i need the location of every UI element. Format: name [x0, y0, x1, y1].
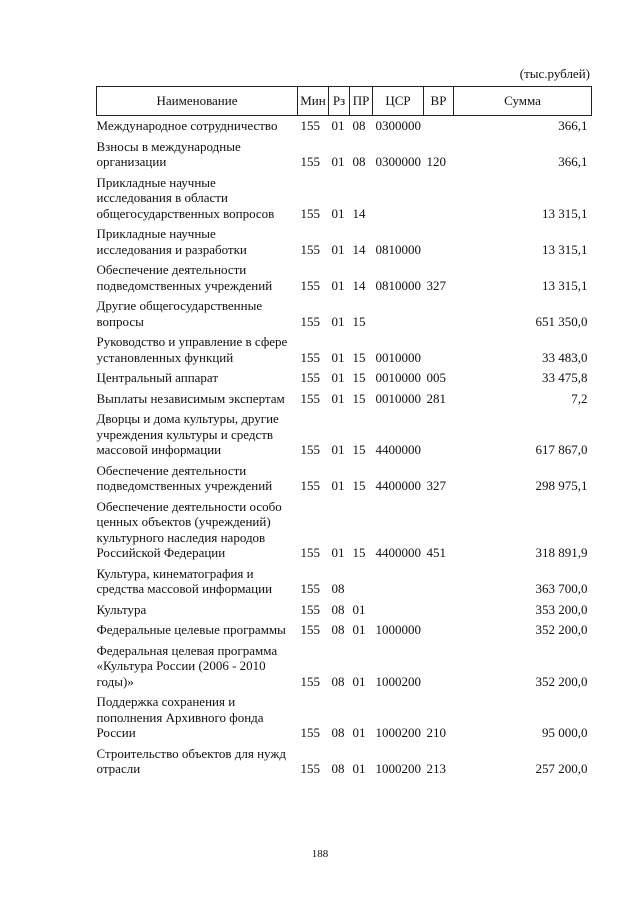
- cell-pr: 15: [352, 478, 366, 493]
- cell-min: 155: [300, 349, 320, 365]
- cell-csr: 1000200: [375, 725, 421, 740]
- cell-rz: 01: [331, 277, 345, 293]
- cell-csr: 1000200: [375, 761, 421, 776]
- cell-csr: 0010000: [375, 349, 421, 365]
- table-row: [97, 564, 592, 600]
- cell-min: 155: [300, 601, 320, 617]
- cell-vr: 213: [426, 761, 446, 776]
- cell-min: 155: [300, 478, 320, 493]
- table-row: [97, 260, 592, 296]
- cell-rz: 01: [331, 154, 345, 169]
- cell-pr: 14: [352, 241, 366, 257]
- cell-sum: 353 200,0: [535, 601, 588, 617]
- cell-name: Строительство объектов для нужд отрасли: [96, 745, 286, 776]
- cell-sum: 298 975,1: [535, 478, 588, 493]
- table-row: [97, 744, 592, 780]
- cell-sum: 13 315,1: [542, 241, 588, 257]
- cell-rz: 01: [331, 545, 345, 560]
- cell-name: Обеспечение деятельности подведомственных учреждений: [96, 262, 273, 293]
- cell-csr: 1000200: [375, 673, 421, 689]
- cell-min: 155: [300, 673, 320, 689]
- cell-vr: [424, 116, 454, 137]
- table-row: [97, 620, 592, 641]
- cell-min: 155: [300, 442, 320, 457]
- cell-vr: [424, 332, 454, 368]
- cell-sum: 651 350,0: [535, 313, 588, 329]
- cell-min: 155: [300, 205, 320, 221]
- cell-min: 155: [300, 581, 320, 596]
- cell-vr: 327: [426, 277, 446, 293]
- cell-pr: 15: [352, 442, 366, 457]
- cell-min: 155: [300, 241, 320, 257]
- cell-min: 155: [300, 154, 320, 169]
- cell-pr: 15: [352, 545, 366, 560]
- cell-sum: 318 891,9: [535, 545, 588, 560]
- cell-name: Культура: [96, 601, 147, 617]
- cell-name: Центральный аппарат: [96, 370, 219, 385]
- cell-rz: 08: [331, 673, 345, 689]
- table-row: [97, 296, 592, 332]
- cell-csr: 4400000: [375, 442, 421, 457]
- cell-rz: 08: [331, 622, 345, 637]
- cell-min: 155: [300, 761, 320, 776]
- cell-min: 155: [300, 545, 320, 560]
- cell-vr: 327: [426, 478, 446, 493]
- table-row: [97, 137, 592, 173]
- cell-pr: 15: [352, 390, 366, 406]
- cell-name: Взносы в международные организации: [96, 138, 241, 169]
- cell-csr: 4400000: [375, 545, 421, 560]
- table-row: [97, 224, 592, 260]
- header-pr: ПР: [350, 87, 373, 116]
- cell-sum: 13 315,1: [542, 277, 588, 293]
- cell-pr: 01: [352, 761, 366, 776]
- table-row: [97, 461, 592, 497]
- header-sum: Сумма: [454, 87, 592, 116]
- cell-rz: 01: [331, 478, 345, 493]
- cell-sum: 366,1: [558, 154, 588, 169]
- cell-name: Выплаты независимым экспертам: [96, 390, 285, 406]
- cell-vr: 005: [426, 370, 446, 385]
- cell-rz: 01: [331, 205, 345, 221]
- cell-vr: [424, 620, 454, 641]
- cell-name: Федеральные целевые программы: [96, 622, 286, 637]
- cell-rz: 01: [331, 370, 345, 385]
- header-vr: ВР: [424, 87, 454, 116]
- cell-name: Дворцы и дома культуры, другие учреждения культуры и средств массовой информации: [96, 411, 279, 457]
- cell-pr: [350, 564, 373, 600]
- cell-pr: 08: [352, 154, 366, 169]
- cell-name: Руководство и управление в сфере установленных функций: [96, 334, 288, 365]
- cell-pr: 15: [352, 349, 366, 365]
- cell-name: Культура, кинематография и средства массовой информации: [96, 565, 273, 596]
- unit-note: (тыс.рублей): [519, 66, 590, 81]
- table-row: [97, 116, 592, 137]
- table-row: [97, 600, 592, 621]
- table-row: [97, 692, 592, 744]
- cell-min: 155: [300, 277, 320, 293]
- cell-min: 155: [300, 725, 320, 740]
- cell-pr: 01: [352, 725, 366, 740]
- cell-rz: 01: [331, 241, 345, 257]
- cell-rz: 01: [331, 390, 345, 406]
- cell-csr: 0300000: [375, 118, 421, 133]
- cell-csr: [373, 173, 424, 225]
- cell-csr: 0010000: [375, 370, 421, 385]
- cell-vr: [424, 224, 454, 260]
- table-header: [97, 87, 592, 116]
- cell-name: Обеспечение деятельности особо ценных объектов (учреждений) культурного наследия народов Российской Федерации: [96, 498, 282, 560]
- cell-min: 155: [300, 313, 320, 329]
- table-row: [97, 409, 592, 461]
- cell-min: 155: [300, 390, 320, 406]
- cell-sum: 617 867,0: [535, 442, 588, 457]
- cell-vr: 120: [426, 154, 446, 169]
- cell-min: 155: [300, 118, 320, 133]
- cell-sum: 363 700,0: [535, 581, 588, 596]
- cell-sum: 7,2: [571, 390, 588, 406]
- cell-rz: 01: [331, 442, 345, 457]
- cell-csr: 0010000: [375, 390, 421, 406]
- cell-sum: 33 483,0: [542, 349, 588, 365]
- cell-name: Другие общегосударственные вопросы: [96, 298, 263, 329]
- cell-name: Международное сотрудничество: [96, 118, 278, 133]
- cell-vr: [424, 600, 454, 621]
- cell-pr: 08: [352, 118, 366, 133]
- cell-rz: 01: [331, 313, 345, 329]
- cell-sum: 13 315,1: [542, 205, 588, 221]
- table-row: [97, 641, 592, 693]
- cell-rz: 01: [331, 349, 345, 365]
- cell-csr: [373, 564, 424, 600]
- cell-rz: 08: [331, 601, 345, 617]
- cell-csr: 1000000: [375, 622, 421, 637]
- cell-pr: 14: [352, 205, 366, 221]
- table-row: [97, 173, 592, 225]
- cell-csr: 4400000: [375, 478, 421, 493]
- page-number: 188: [311, 848, 329, 860]
- cell-csr: 0810000: [375, 241, 421, 257]
- cell-rz: 08: [331, 581, 345, 596]
- cell-name: Федеральная целевая программа «Культура России (2006 - 2010 годы)»: [96, 642, 278, 689]
- cell-min: 155: [300, 370, 320, 385]
- cell-csr: [373, 296, 424, 332]
- cell-vr: [424, 409, 454, 461]
- cell-sum: 366,1: [558, 118, 588, 133]
- cell-sum: 33 475,8: [542, 370, 588, 385]
- cell-csr: [373, 600, 424, 621]
- table-row: [97, 332, 592, 368]
- cell-vr: 210: [426, 725, 446, 740]
- cell-csr: 0810000: [375, 277, 421, 293]
- cell-csr: 0300000: [375, 154, 421, 169]
- table-body: [97, 116, 592, 780]
- cell-sum: 257 200,0: [535, 761, 588, 776]
- cell-vr: 451: [426, 545, 446, 560]
- table-row: [97, 389, 592, 410]
- header-min: Мин: [298, 87, 329, 116]
- cell-min: 155: [300, 622, 320, 637]
- table-row: [97, 497, 592, 564]
- cell-sum: 352 200,0: [535, 673, 588, 689]
- header-rz: Рз: [329, 87, 350, 116]
- budget-table: [96, 86, 592, 780]
- header-name: Наименование: [97, 87, 298, 116]
- cell-sum: 352 200,0: [535, 622, 588, 637]
- cell-vr: [424, 564, 454, 600]
- table-row: [97, 368, 592, 389]
- cell-sum: 95 000,0: [542, 725, 588, 740]
- cell-pr: 01: [352, 601, 366, 617]
- cell-rz: 08: [331, 725, 345, 740]
- cell-pr: 01: [352, 673, 366, 689]
- cell-pr: 15: [352, 313, 366, 329]
- cell-rz: 08: [331, 761, 345, 776]
- cell-vr: [424, 296, 454, 332]
- cell-pr: 15: [352, 370, 366, 385]
- cell-pr: 01: [352, 622, 366, 637]
- cell-vr: 281: [426, 390, 446, 406]
- cell-vr: [424, 173, 454, 225]
- cell-rz: 01: [331, 118, 345, 133]
- cell-name: Поддержка сохранения и пополнения Архивного фонда России: [96, 694, 264, 740]
- header-csr: ЦСР: [373, 87, 424, 116]
- cell-name: Обеспечение деятельности подведомственных учреждений: [96, 462, 273, 493]
- cell-name: Прикладные научные исследования в области общегосударственных вопросов: [96, 174, 275, 221]
- cell-pr: 14: [352, 277, 366, 293]
- cell-vr: [424, 641, 454, 693]
- cell-name: Прикладные научные исследования и разработки: [96, 226, 247, 257]
